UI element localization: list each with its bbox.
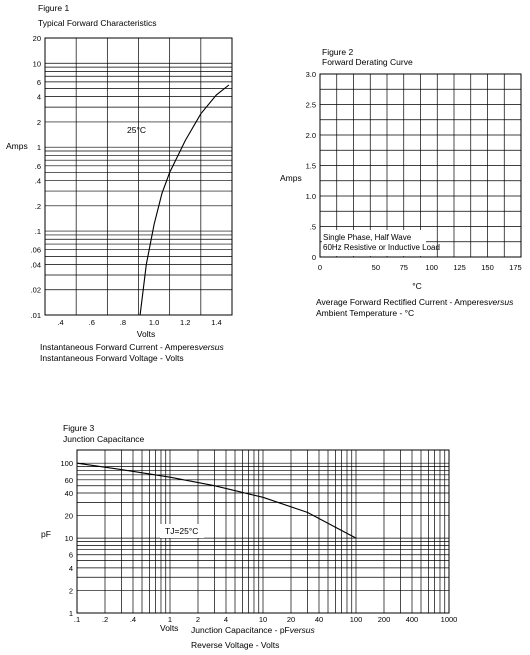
figure-3-x-tick-label: 4 (223, 615, 229, 624)
figure-1-y-tick-label: 2 (36, 117, 41, 127)
figure-3-x-tick-label: 10 (258, 615, 268, 624)
figure-2-y-tick-label: 0 (311, 253, 316, 262)
figure-2-caption-line-2: Ambient Temperature - °C (316, 308, 415, 318)
figure-3-y-tick-label: 40 (64, 488, 73, 498)
figure-3-x-tick-label: 1000 (440, 615, 458, 624)
figure-2-x-tick-label: 100 (425, 263, 438, 272)
figure-2-y-tick-label: 1.0 (305, 192, 316, 201)
figure-2-x-tick-label: 175 (509, 263, 522, 272)
figure-1-y-tick-label: .06 (30, 245, 41, 255)
figure-1-x-tick-label: 1.4 (211, 318, 222, 327)
figure-1-y-tick-label: 6 (36, 77, 41, 87)
figure-1-grid (45, 38, 232, 315)
figure-1-forward-curve (140, 85, 229, 315)
figure-1-y-tick-label: .4 (34, 176, 41, 186)
figure-1-y-tick-label: 10 (32, 59, 41, 69)
figure-1-y-tick-label: 1 (36, 143, 41, 153)
figure-1-y-tick-label: .6 (34, 161, 41, 171)
figure-1-y-tick-label: 4 (36, 92, 41, 102)
figure-2-x-tick-label: 0 (317, 263, 323, 272)
figure-3-y-tick-label: 2 (68, 586, 73, 596)
figure-1-label: Figure 1 (38, 3, 70, 13)
figure-1-caption-line-1: Instantaneous Forward Current - Amperesversus (40, 342, 224, 352)
figure-2-grid (320, 74, 521, 257)
figure-1-x-tick-label: .8 (119, 318, 127, 327)
figure-1-y-tick-label: .02 (30, 285, 41, 295)
figure-1-xlabel: Volts (136, 329, 156, 339)
figure-3-title: Junction Capacitance (63, 434, 145, 444)
figure-2-x-tick-label: 75 (399, 263, 408, 272)
figure-1-y-tick-label: .01 (30, 311, 41, 320)
figure-1-y-tick-label: .1 (34, 227, 41, 237)
figure-3-caption-line-2: Reverse Voltage - Volts (191, 640, 280, 650)
figure-3-y-tick-label: 20 (64, 511, 73, 521)
figure-2-annotation-line-1: Single Phase, Half Wave (323, 233, 412, 242)
figure-2-y-tick-label: 3.0 (305, 70, 316, 79)
figure-3-y-tick-label: 10 (64, 534, 73, 544)
figure-3-caption-line-1: Junction Capacitance - pFversus (191, 625, 315, 635)
figure-3-x-tick-label: .1 (73, 615, 81, 624)
figure-2-x-tick-label: 150 (481, 263, 494, 272)
figure-3-x-tick-label: .2 (101, 615, 109, 624)
figure-3-label: Figure 3 (63, 423, 95, 433)
figure-3-ylabel: pF (41, 529, 51, 539)
figure-3-x-tick-label: 400 (405, 615, 419, 624)
figure-3-annotation: TJ=25°C (165, 526, 199, 536)
figure-1-x-tick-label: 1.0 (148, 318, 160, 327)
figure-2-y-tick-label: .5 (309, 222, 316, 232)
figure-2-xlabel: °C (412, 281, 422, 291)
figure-3 (41, 423, 457, 650)
figure-1-y-tick-label: .2 (34, 201, 41, 211)
figure-3-x-tick-label: 100 (349, 615, 363, 624)
figure-1-y-tick-label: .04 (30, 260, 41, 270)
figure-2-y-tick-label: 2.5 (305, 100, 316, 110)
figure-3-x-tick-label: 1 (167, 615, 173, 624)
figure-1-x-tick-label: .4 (57, 318, 64, 327)
figure-2-caption-line-1: Average Forward Rectified Current - Amperesversus (316, 297, 514, 307)
figure-2-annotation-line-2: 60Hz Resistive or Inductive Load (323, 243, 440, 252)
figure-1-title: Typical Forward Characteristics (38, 18, 157, 28)
figure-3-y-tick-label: 60 (64, 475, 73, 485)
figure-2-ylabel: Amps (280, 173, 302, 183)
figure-2 (280, 47, 522, 318)
figure-2-title: Forward Derating Curve (322, 57, 413, 67)
figure-3-xlabel: Volts (160, 623, 179, 633)
figure-2-y-tick-label: 2.0 (305, 131, 316, 140)
figure-1-annotation: 25°C (127, 125, 146, 135)
figure-1-x-tick-label: 1.2 (180, 318, 191, 327)
figure-1-ylabel: Amps (6, 141, 28, 151)
figure-3-x-tick-label: 20 (286, 615, 296, 624)
figure-3-capacitance-curve (77, 463, 356, 538)
figure-2-x-tick-label: 50 (371, 263, 381, 272)
figure-2-label: Figure 2 (322, 47, 354, 57)
figure-3-x-tick-label: .4 (129, 615, 137, 624)
figure-1-y-tick-label: 20 (32, 34, 41, 43)
figure-3-y-tick-label: 4 (68, 563, 73, 573)
figure-3-x-tick-label: 2 (195, 615, 201, 624)
figure-2-x-tick-label: 125 (453, 263, 466, 272)
figure-3-grid (77, 450, 449, 613)
figure-1-caption-line-2: Instantaneous Forward Voltage - Volts (40, 353, 184, 363)
figure-3-y-tick-label: 6 (68, 550, 73, 560)
figure-1 (6, 3, 232, 363)
figure-3-x-tick-label: 40 (314, 615, 324, 624)
figure-3-x-tick-label: 200 (377, 615, 391, 624)
figure-1-x-tick-label: .6 (88, 318, 95, 327)
figure-3-y-tick-label: 1 (68, 609, 73, 618)
figure-3-y-tick-label: 100 (60, 459, 73, 469)
figure-2-y-tick-label: 1.5 (305, 161, 316, 171)
